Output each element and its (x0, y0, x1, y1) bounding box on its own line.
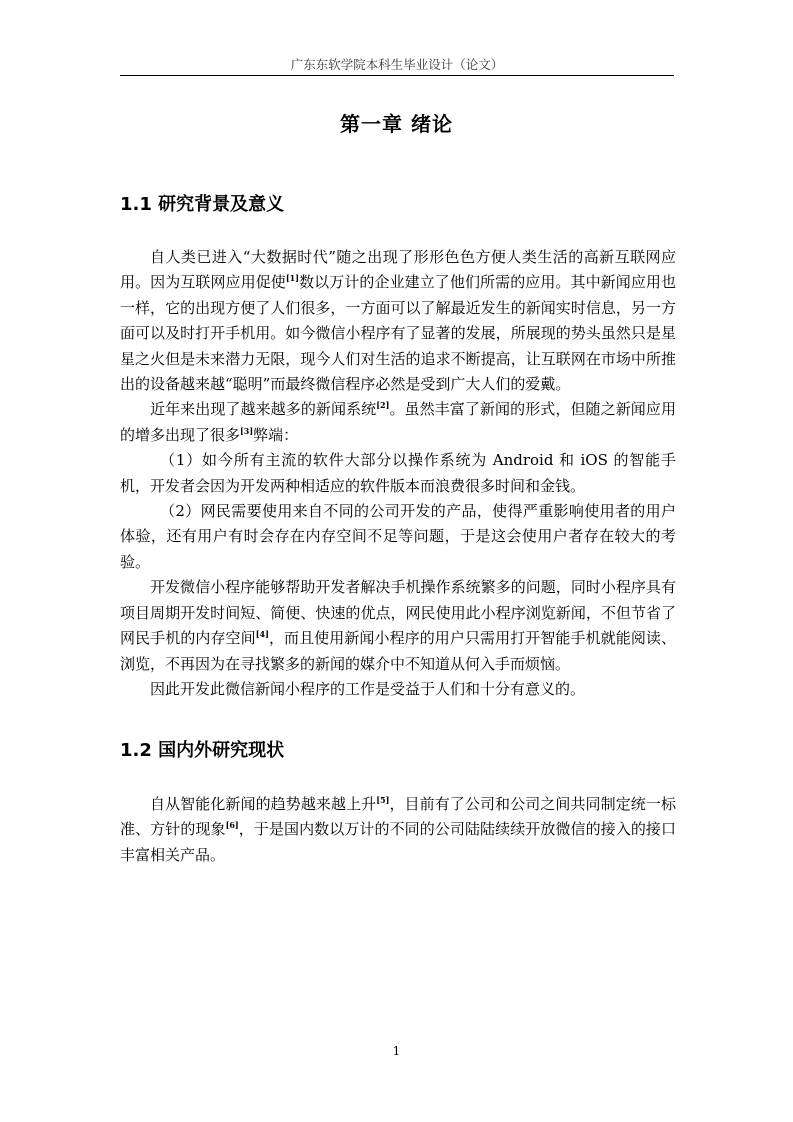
list-item: （1）如今所有主流的软件大部分以操作系统为 Android 和 iOS 的智能手机，开发者会因为开发两种相适应的软件版本而浪费很多时间和金钱。 (120, 451, 676, 495)
citation: [2] (376, 400, 390, 411)
paragraph: 开发微信小程序能够帮助开发者解决手机操作系统繁多的问题，同时小程序具有项目周期开发时间短、简便、快速的优点，网民使用此小程序浏览新闻，不但节省了网民手机的内存空间[4]，而且使用新闻小程序的用户只需用打开智能手机就能阅读、浏览，不再因为在寻找繁多的新闻的媒介中不知道从何入手而烦恼。 (120, 578, 676, 673)
header-divider (120, 75, 674, 76)
section-heading-1-1: 1.1 研究背景及意义 (120, 194, 285, 215)
paragraph: 自人类已进入“大数据时代”随之出现了形形色色方便人类生活的高新互联网应用。因为互联网应用促使[1]数以万计的企业建立了他们所需的应用。其中新闻应用也一样，它的出现方便了人们很多，一方面可以了解最近发生的新闻实时信息，另一方面可以及时打开手机用。如今微信小程序有了显著的发展，所展现的势头虽然只是星星之火但是未来潜力无限，现今人们对生活的追求不断提高，让互联网在市场中所推出的设备越来越“聪明”而最终微信程序必然是受到广大人们的爱戴。 (120, 248, 676, 394)
running-header: 广东东软学院本科生毕业设计（论文） (290, 57, 504, 72)
page-number: 1 (392, 1044, 401, 1058)
section-1-1-body (120, 245, 676, 702)
paragraph: 因此开发此微信新闻小程序的工作是受益于人们和十分有意义的。 (150, 679, 586, 698)
chapter-title: 第一章 绪论 (340, 112, 453, 136)
paragraph: 自从智能化新闻的趋势越来越上升[5]，目前有了公司和公司之间共同制定统一标准、方针的现象[6]，于是国内数以万计的不同的公司陆陆续续开放微信的接入的接口丰富相关产品。 (120, 795, 676, 864)
citation: [6] (225, 820, 239, 831)
section-1-2-body (120, 792, 676, 868)
section-heading-1-2: 1.2 国内外研究现状 (120, 740, 285, 761)
paragraph: 近年来出现了越来越多的新闻系统[2]。虽然丰富了新闻的形式，但随之新闻应用的增多出现了很多[3]弊端： (120, 400, 676, 444)
citation: [5] (376, 795, 390, 805)
list-item: （2）网民需要使用来自不同的公司开发的产品，使得严重影响使用者的用户体验，还有用户有时会存在内存空间不足等问题，于是这会使用户者存在较大的考验。 (120, 502, 676, 571)
citation: [3] (240, 425, 254, 436)
citation: [4] (255, 629, 269, 640)
citation: [1] (285, 273, 300, 284)
